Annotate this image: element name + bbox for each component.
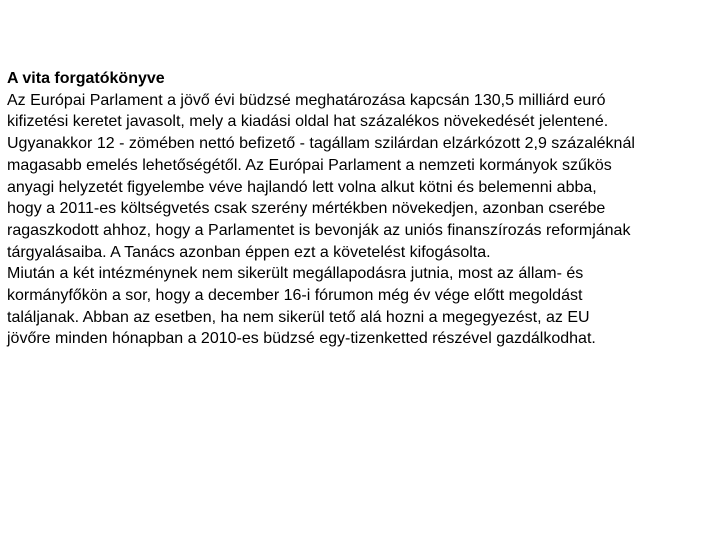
text-line: jövőre minden hónapban a 2010-es büdzsé egy-tizenketted részével gazdálkodhat.	[7, 330, 596, 348]
text-line: kifizetési keretet javasolt, mely a kiadási oldal hat százalékos növekedését jelentené.	[7, 113, 609, 131]
text-line: Ugyanakkor 12 - zömében nettó befizető - tagállam szilárdan elzárkózott 2,9 százaléknál	[7, 135, 635, 153]
text-line: ragaszkodott ahhoz, hogy a Parlamentet is bevonják az uniós finanszírozás reformjának	[7, 221, 631, 239]
document-body	[7, 68, 715, 350]
text-line: találjanak. Abban az esetben, ha nem sikerül tető alá hozni a megegyezést, az EU	[7, 308, 590, 326]
text-line: kormányfőkön a sor, hogy a december 16-i fórumon még év vége előtt megoldást	[7, 287, 583, 305]
text-line: anyagi helyzetét figyelembe véve hajlandó lett volna alkut kötni és belemenni abba,	[7, 178, 597, 196]
text-line: Az Európai Parlament a jövő évi büdzsé meghatározása kapcsán 130,5 milliárd euró	[7, 91, 606, 109]
text-line: tárgyalásaiba. A Tanács azonban éppen ezt a követelést kifogásolta.	[7, 243, 491, 261]
text-line: hogy a 2011-es költségvetés csak szerény mértékben növekedjen, azonban cserébe	[7, 200, 606, 218]
document-title: A vita forgatókönyve	[7, 70, 165, 87]
text-line: Miután a két intézménynek nem sikerült megállapodásra jutnia, most az állam- és	[7, 265, 584, 283]
text-line: magasabb emelés lehetőségétől. Az Európai Parlament a nemzeti kormányok szűkös	[7, 156, 612, 174]
